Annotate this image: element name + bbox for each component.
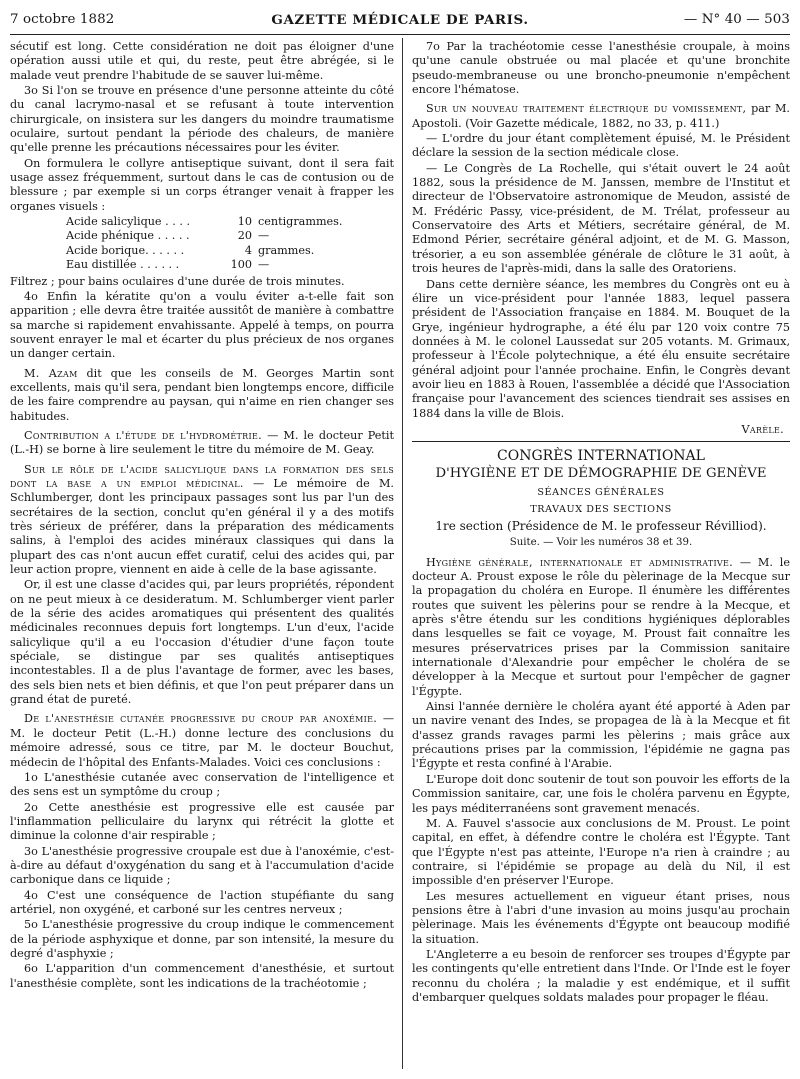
paragraph: — Le Congrès de La Rochelle, qui s'était ouvert le 24 août 1882, sous la présidence de M. Janssen, membre de l'Institut et directeur de l'Observatoire astronomique de Meudon, assisté de M. Frédéric Passy, vice-président, de M. Trélat, professeur au Conservatoire des Arts et Métiers, secrétaire général, de M. Edmond Périer, secrétaire général adjoint, et de M. G. Masson, trésorier, a eu son assemblée générale de clôture le 31 août, à trois heures de l'après-midi, dans la salle des Oratoriens. xyxy=(412,161,790,276)
prescription-row xyxy=(66,258,394,272)
continuation-note: Suite. — Voir les numéros 38 et 39. xyxy=(509,537,693,549)
prescription-row xyxy=(66,244,394,258)
paragraph: Or, il est une classe d'acides qui, par leurs propriétés, répondent on ne peut mieux à ce desideratum. M. Schlumberger vient parler de la série des acides aromatiques qui présentent des qualités médicinales reconnues depuis fort longtemps. L'un d'eux, l'acide salicylique qu'il a eu l'occasion d'étudier d'une façon toute spéciale, se distingue par ses qualités antiseptiques incontestables. Il a de plus l'avantage de former, avec les bases, des sels bien nets et bien définis, et que l'on peut préparer dans un grand état de pureté. xyxy=(10,578,394,707)
ingredient-name: Acide borique. . . . . . xyxy=(66,243,185,257)
prescription-row xyxy=(66,215,394,229)
ingredient-unit: centigrammes. xyxy=(258,215,343,229)
ingredient-unit: — xyxy=(258,258,270,272)
ingredient-quantity: 20 xyxy=(237,229,252,243)
ingredient-unit: grammes. xyxy=(258,243,315,257)
conclusion-item: 3o L'anesthésie progressive croupale est due à l'anoxémie, c'est-à-dire au défaut d'oxygénation du sang et à l'accumulation d'acide carbonique dans ce liquide ; xyxy=(10,844,394,887)
paragraph: On formulera le collyre antiseptique suivant, dont il sera fait usage assez fréquemment, surtout dans le cas de contusion ou de blessure ; par exemple si un corps étranger venait à frapper les organes visuels : xyxy=(10,156,394,213)
ingredient-quantity: 10 xyxy=(237,215,252,229)
paragraph: L'Angleterre a eu besoin de renforcer ses troupes d'Égypte par les contingents qu'elle entretient dans l'Inde. Or l'Inde est le foyer reconnu du choléra ; la maladie y est endémique, et il suffit d'embarquer quelques soldats malades pour propager le fléau. xyxy=(412,947,790,1004)
paragraph: — L'ordre du jour étant complètement épuisé, M. le Président déclare la session de la section médicale close. xyxy=(412,132,790,160)
paragraph-text: dit que les conseils de M. Georges Martin sont excellents, mais qu'il sera, pendant bien longtemps encore, difficile de les faire comprendre au paysan, qui n'aime en rien changer ses habitudes. xyxy=(10,366,394,423)
paragraph-text: — M. le docteur Petit (L.-H) se borne à lire seulement le titre du mémoire de M. Geay. xyxy=(10,428,394,457)
paragraph-text: par M. Apostoli. (Voir Gazette médicale, 1882, no 33, p. 411.) xyxy=(412,102,790,130)
prescription-list xyxy=(66,215,394,272)
conclusion-item: 5o L'anesthésie progressive du croup indique le commencement de la période asphyxique et donne, par son intensité, la mesure du degré d'asphyxie ; xyxy=(10,918,394,960)
section-title: Sur le rôle de l'acide salicylique dans la formation des sels dont la base a un emploi médicinal. xyxy=(10,462,394,490)
works-heading: TRAVAUX DES SECTIONS xyxy=(530,503,672,515)
congress-title: CONGRÈS INTERNATIONAL xyxy=(497,448,705,465)
paragraph: 4o Enfin la kératite qu'on a voulu éviter a-t-elle fait son apparition ; elle devra être traitée aussitôt de manière à combattre sa marche si rapidement envahissante. Appelé à temps, on pourra souvent enrayer le mal et écarter du plus précieux de nos organes un danger certain. xyxy=(10,289,394,361)
paragraph: 3o Si l'on se trouve en présence d'une personne atteinte du côté du canal lacrymo-nasal et se refusant à toute intervention chirurgicale, on insistera sur les dangers du moindre traumatisme oculaire, surtout pendant la période des chaleurs, de manière qu'elle prenne les précautions nécessaires pour les éviter. xyxy=(10,84,394,155)
ingredient-name: Acide salicylique . . . . xyxy=(66,215,191,229)
ingredient-quantity: 100 xyxy=(230,258,252,272)
ingredient-quantity: 4 xyxy=(244,243,252,257)
congress-subtitle: D'HYGIÈNE ET DE DÉMOGRAPHIE DE GENÈVE xyxy=(435,466,767,482)
ingredient-name: Eau distillée . . . . . . xyxy=(66,258,180,272)
paragraph: sécutif est long. Cette considération ne doit pas éloigner d'une opération aussi utile et qui, du reste, peut être abrégée, si le malade veut prendre l'habitude de se sauver lui-même. xyxy=(10,40,394,82)
conclusion-item: 1o L'anesthésie cutanée avec conservation de l'intelligence et des sens est un symptôme du croup ; xyxy=(10,770,394,799)
paragraph: Filtrez ; pour bains oculaires d'une durée de trois minutes. xyxy=(10,274,345,288)
conclusion-item: 2o Cette anesthésie est progressive elle est causée par l'inflammation pelliculaire du larynx qui rétrécit la glotte et diminue la colonne d'air respirable ; xyxy=(10,800,394,843)
ingredient-name: Acide phénique . . . . . xyxy=(66,229,190,243)
prescription-row xyxy=(66,229,394,243)
session-heading: SÉANCES GÉNÉRALES xyxy=(537,487,665,499)
paragraph: Ainsi l'année dernière le choléra ayant été apporté à Aden par un navire venant des Indes, se propagea de là à la Mecque et fit d'assez grands ravages parmi les pèlerins ; mais grâce aux précautions prises par la commission, l'épidémie ne gagna pas l'Égypte et resta confiné à l'Arabie. xyxy=(412,700,790,771)
ingredient-unit: — xyxy=(258,229,270,243)
section-title: De l'anesthésie cutanée progressive du croup par anoxémie. xyxy=(24,712,378,726)
paragraph xyxy=(10,367,394,424)
page-header xyxy=(10,8,790,35)
paragraph: M. A. Fauvel s'associe aux conclusions de M. Proust. Le point capital, en effet, à défendre contre le choléra est l'Égypte. Tant que l'Égypte n'est pas atteinte, l'Europe n'a rien à craindre ; au contraire, si l'épidémie se propage au delà du Nil, il est impossible d'en préserver l'Europe. xyxy=(412,816,790,888)
conclusion-item: 4o C'est une conséquence de l'action stupéfiante du sang artériel, non oxygéné, et carboné sur les centres nerveux ; xyxy=(10,888,394,916)
conclusion-item: 7o Par la trachéotomie cesse l'anesthésie croupale, à moins qu'une canule obstruée ou mal placée et qu'une bronchite pseudo-membraneuse ou une broncho-pneumonie n'empêchent encore l'hématose. xyxy=(412,40,790,97)
paragraph: L'Europe doit donc soutenir de tout son pouvoir les efforts de la Commission sanitaire, car, une fois le choléra parvenu en Égypte, les pays méditerranéens sont gravement menacés. xyxy=(412,772,790,815)
page-number: — N° 40 — 503 xyxy=(683,12,790,27)
signature: Varèle. xyxy=(741,422,784,436)
paragraph: Les mesures actuellement en vigueur étant prises, nous pensions être à l'abri d'une invasion au moins jusqu'au prochain pèlerinage. Mais les événements d'Égypte ont beaucoup modifié la situation. xyxy=(412,889,790,946)
column-divider xyxy=(402,38,403,1069)
paragraph: Dans cette dernière séance, les membres du Congrès ont eu à élire un vice-président pour l'année 1883, lequel passera président de l'Association française en 1884. M. Bouquet de la Grye, ingénieur hydrographe, a été élu par 120 voix contre 75 données à M. le colonel Laussedat sur 205 votants. M. Grimaux, professeur à l'École polytechnique, a été élu ensuite secrétaire général adjoint pour l'année prochaine. Enfin, le Congrès devant avoir lieu en 1883 à Rouen, l'assemblée a décidé que l'Association française pour l'avancement des sciences tiendrait ses assises en 1884 dans la ville de Blois. xyxy=(412,277,790,420)
right-column xyxy=(412,40,790,1071)
paragraph xyxy=(412,556,790,699)
paragraph xyxy=(10,712,394,769)
paragraph xyxy=(10,463,394,578)
paragraph xyxy=(10,429,394,458)
paragraph-text: — M. le docteur Petit (L.-H.) donne lecture des conclusions du mémoire adressé, sous ce titre, par M. le docteur Bouchut, médecin de l'hôpital des Enfants-Malades. Voici ces conclusions : xyxy=(10,712,394,769)
speaker-name: M. Azam xyxy=(24,366,78,380)
issue-date: 7 octobre 1882 xyxy=(10,12,115,27)
section-heading: 1re section (Présidence de M. le professeur Révilliod). xyxy=(435,518,767,533)
paragraph-text: — Le mémoire de M. Schlumberger, dont les principaux passages sont lus par l'un des secrétaires de la section, conclut qu'en général il y a des motifs très sérieux de préférer, dans la préparation des médicaments salins, à l'emploi des acides minéraux classiques qui dans la plupart des cas n'ont aucun effet curatif, celui des acides qui, par leur action propre, viennent en aide à celle de la base agissante. xyxy=(10,476,394,577)
section-title: Sur un nouveau traitement électrique du vomissement, xyxy=(426,102,747,116)
paragraph-text: — M. le docteur A. Proust expose le rôle du pèlerinage de la Mecque sur la propagation du choléra en Europe. Il énumère les différentes routes que suivent les pèlerins pour se rendre à la Mecque, et après s'être étendu sur les conditions hygiéniques déplorables dans lesquelles se fait ce voyage, M. Proust fait connaître les mesures préservatrices prises par la Commission sanitaire internationale d'Alexandrie pour empêcher le choléra de se développer à la Mecque et surtout pour l'empêcher de gagner l'Égypte. xyxy=(412,555,790,698)
journal-title: GAZETTE MÉDICALE DE PARIS. xyxy=(271,12,529,28)
paragraph xyxy=(412,102,790,131)
section-title: Contribution a l'étude de l'hydrométrie. xyxy=(24,428,262,442)
conclusion-item: 6o L'apparition d'un commencement d'anesthésie, et surtout l'anesthésie complète, sont les indications de la trachéotomie ; xyxy=(10,962,394,990)
section-rule xyxy=(412,441,790,442)
section-title: Hygiène générale, internationale et administrative. xyxy=(426,555,733,569)
left-column xyxy=(10,40,394,1071)
